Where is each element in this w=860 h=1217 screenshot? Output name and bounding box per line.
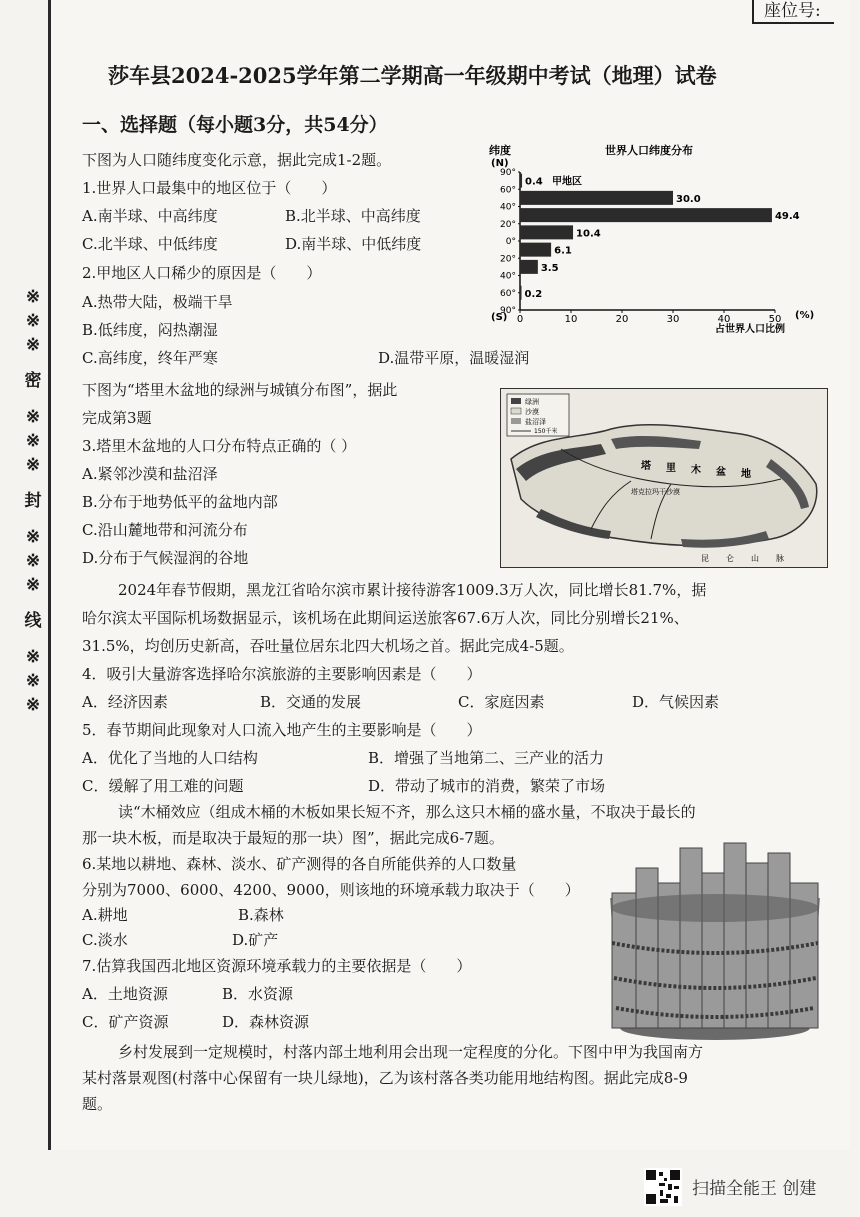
q4-stem: 4．吸引大量游客选择哈尔滨旅游的主要影响因素是（ ） [82, 665, 482, 683]
q6-stem-line1: 6.某地以耕地、森林、淡水、矿产测得的各自所能供养的人口数量 [82, 855, 517, 873]
q6-stem-line2: 分别为7000、6000、4200、9000，则该地的环境承载力取决于（ ） [82, 881, 580, 899]
margin-mark: 密 [24, 371, 42, 391]
qr-code-icon [644, 1168, 682, 1206]
margin-mark: ※ [25, 671, 41, 691]
chart-y-tick-label: 40° [500, 202, 516, 213]
margin-mark: ※ [25, 407, 41, 427]
map-label-kun: 昆 [701, 554, 709, 563]
q1-option-d[interactable]: D.南半球、中低纬度 [285, 235, 422, 253]
q4-option-b[interactable]: B．交通的发展 [260, 693, 362, 711]
q3-option-b[interactable]: B.分布于地势低平的盆地内部 [82, 493, 278, 511]
seat-label: 座位号: [764, 1, 821, 21]
chart-title: 世界人口纬度分布 [605, 144, 693, 157]
scanner-watermark: 扫描全能王 创建 [692, 1179, 817, 1199]
map-label-shan: 山 [751, 554, 759, 563]
q6-option-d[interactable]: D.矿产 [232, 931, 279, 949]
wooden-barrel-illustration [600, 838, 830, 1043]
q1-option-b[interactable]: B.北半球、中高纬度 [285, 207, 421, 225]
chart-y-tick-label: 90° [500, 168, 516, 178]
chart-data-label: 0.4 [525, 176, 543, 188]
q2-option-a[interactable]: A.热带大陆，极端干旱 [82, 293, 233, 311]
chart-x-tick-label: 10 [564, 314, 578, 325]
map-label-ta: 塔 [641, 461, 651, 472]
q7-stem: 7.估算我国西北地区资源环境承载力的主要依据是（ ） [82, 957, 472, 975]
chart-x-tick-label: 20 [615, 314, 629, 325]
q5-option-d[interactable]: D．带动了城市的消费，繁荣了市场 [368, 777, 606, 795]
chart-y-tick-label: 20° [500, 254, 516, 265]
intro-q3-line2: 完成第3题 [82, 409, 152, 427]
chart-bar [520, 286, 522, 300]
q2-option-c[interactable]: C.高纬度，终年严寒 [82, 349, 218, 367]
q6-option-a[interactable]: A.耕地 [82, 906, 128, 924]
chart-bar [520, 208, 772, 222]
q3-option-c[interactable]: C.沿山麓地带和河流分布 [82, 521, 248, 539]
intro-q3-line1: 下图为“塔里木盆地的绿洲与城镇分布图”，据此 [82, 381, 398, 399]
q1-option-c[interactable]: C.北半球、中低纬度 [82, 235, 218, 253]
map-label-pen: 盆 [716, 467, 726, 478]
chart-data-label: 10.4 [576, 228, 601, 240]
chart-data-label: 49.4 [774, 211, 800, 223]
q5-stem: 5．春节期间此现象对人口流入地产生的主要影响是（ ） [82, 721, 482, 739]
chart-x-tick-label: 50 [768, 314, 782, 325]
tarim-basin-map [500, 388, 828, 568]
q3-option-d[interactable]: D.分布于气候湿润的谷地 [82, 549, 249, 567]
q3-stem: 3.塔里木盆地的人口分布特点正确的（ ） [82, 437, 357, 455]
q5-option-b[interactable]: B．增强了当地第二、三产业的活力 [368, 749, 605, 767]
q4-option-d[interactable]: D．气候因素 [632, 693, 720, 711]
seat-number-box [752, 0, 834, 24]
margin-mark: ※ [25, 455, 41, 475]
margin-mark: ※ [25, 647, 41, 667]
map-label-desert-name: 塔克拉玛干沙漠 [631, 488, 680, 496]
chart-x-unit: (%) [795, 310, 815, 321]
margin-mark: ※ [25, 551, 41, 571]
passage-q8-9-line3: 题。 [82, 1095, 113, 1113]
chart-y-tick-label: 20° [500, 219, 516, 230]
chart-data-label: 0.2 [524, 288, 543, 300]
q4-option-a[interactable]: A．经济因素 [82, 693, 168, 711]
chart-y-tick-label: 60° [500, 288, 516, 299]
population-latitude-chart [485, 140, 825, 340]
margin-mark: 封 [24, 491, 42, 511]
margin-mark: ※ [25, 527, 41, 547]
margin-mark: ※ [25, 695, 41, 715]
q6-option-c[interactable]: C.淡水 [82, 931, 128, 949]
q7-option-b[interactable]: B．水资源 [222, 985, 294, 1003]
chart-x-tick-label: 30 [666, 314, 680, 325]
chart-x-tick-label: 0 [516, 314, 524, 325]
chart-data-label: 6.1 [554, 245, 572, 257]
chart-annotation: 甲地区 [552, 176, 583, 188]
passage-q8-9-line1: 乡村发展到一定规模时，村落内部土地利用会出现一定程度的分化。下图中甲为我国南方 [118, 1043, 704, 1061]
intro-q1-2: 下图为人口随纬度变化示意，据此完成1-2题。 [82, 151, 392, 169]
passage-q4-5-line2: 哈尔滨太平国际机场数据显示，该机场在此期间运送旅客67.6万人次，同比分别增长21%、 [82, 609, 689, 627]
chart-data-label: 3.5 [540, 262, 559, 274]
chart-bar [520, 191, 673, 205]
map-label-lun: 仑 [726, 554, 734, 563]
q7-option-a[interactable]: A．土地资源 [82, 985, 168, 1003]
chart-xlabel: 占世界人口比例 [715, 324, 785, 335]
section-heading: 一、选择题（每小题3分，共54分） [82, 114, 388, 136]
chart-y-tick-label: 0° [505, 237, 516, 247]
map-legend-desert: 沙漠 [525, 408, 539, 416]
passage-q8-9-line2: 某村落景观图(村落中心保留有一块儿绿地)，乙为该村落各类功能用地结构图。据此完成8-9 [82, 1069, 688, 1087]
chart-bar [520, 243, 551, 257]
chart-data-label: 30.0 [676, 193, 701, 205]
chart-ylabel-top-unit: (N) [491, 158, 509, 169]
margin-mark: ※ [25, 431, 41, 451]
chart-bar [520, 260, 538, 274]
map-label-mu: 木 [691, 465, 701, 476]
passage-q6-7-line1: 读“木桶效应（组成木桶的木板如果长短不齐，那么这只木桶的盛水量，不取决于最长的 [118, 803, 696, 821]
binding-margin-marks [22, 285, 44, 717]
chart-ylabel-top: 纬度 [489, 144, 511, 157]
passage-q4-5-line3: 31.5%，均创历史新高，吞吐量位居东北四大机场之首。据此完成4-5题。 [82, 637, 574, 655]
q5-option-c[interactable]: C．缓解了用工难的问题 [82, 777, 244, 795]
margin-mark: ※ [25, 287, 41, 307]
q7-option-d[interactable]: D．森林资源 [222, 1013, 310, 1031]
q2-stem: 2.甲地区人口稀少的原因是（ ） [82, 264, 322, 282]
q2-option-b[interactable]: B.低纬度，闷热潮湿 [82, 321, 218, 339]
chart-ylabel-bottom-unit: (S) [491, 312, 508, 323]
passage-q6-7-line2: 那一块木板，而是取决于最短的那一块）图”，据此完成6-7题。 [82, 829, 504, 847]
q5-option-a[interactable]: A．优化了当地的人口结构 [82, 749, 258, 767]
map-label-di: 地 [741, 469, 751, 480]
q2-option-d[interactable]: D.温带平原，温暖湿润 [378, 349, 530, 367]
chart-bar [520, 225, 573, 239]
margin-mark: ※ [25, 575, 41, 595]
margin-mark: 线 [24, 611, 42, 631]
chart-x-tick-label: 40 [717, 314, 731, 325]
q7-option-c[interactable]: C．矿产资源 [82, 1013, 169, 1031]
margin-mark: ※ [25, 335, 41, 355]
q3-option-a[interactable]: A.紧邻沙漠和盐沼泽 [82, 465, 218, 483]
map-legend-saltmarsh: 盐沼泽 [525, 418, 546, 426]
map-label-li: 里 [666, 463, 676, 474]
binding-line [48, 0, 51, 1150]
q6-option-b[interactable]: B.森林 [238, 906, 284, 924]
q1-option-a[interactable]: A.南半球、中高纬度 [82, 207, 218, 225]
chart-y-tick-label: 90° [500, 306, 516, 316]
map-label-mai: 脉 [776, 554, 784, 563]
chart-y-tick-label: 40° [500, 271, 516, 282]
chart-bar [520, 174, 522, 188]
map-legend-oasis: 绿洲 [525, 398, 539, 406]
exam-title: 莎车县2024-2025学年第二学期高一年级期中考试（地理）试卷 [108, 63, 717, 88]
q4-option-c[interactable]: C．家庭因素 [458, 693, 545, 711]
passage-q4-5-line1: 2024年春节假期，黑龙江省哈尔滨市累计接待游客1009.3万人次，同比增长81.7%，据 [118, 581, 707, 599]
map-scale: 150千米 [534, 428, 558, 435]
margin-mark: ※ [25, 311, 41, 331]
chart-y-tick-label: 60° [500, 185, 516, 196]
q1-stem: 1.世界人口最集中的地区位于（ ） [82, 179, 337, 197]
